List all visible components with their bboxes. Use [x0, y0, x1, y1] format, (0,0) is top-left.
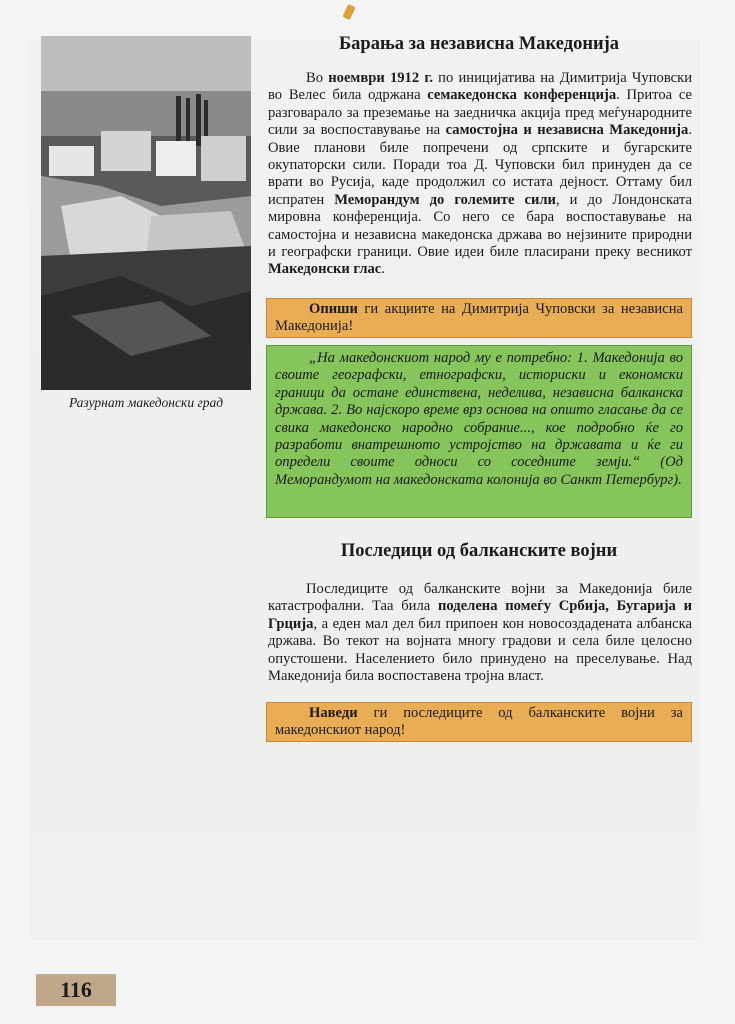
section2-run-0: Последиците од балканските војни за Македонија биле катастрофални. Таа била — [268, 581, 692, 615]
photo-caption: Разурнат македонски град — [68, 395, 224, 410]
task-text-2: ги последиците од балканските војни за македонскиот народ! — [275, 705, 683, 739]
section1-run-4: . Притоа се разговарало за преземање на заедничка акција пред меѓународните сили за воспоставување на — [268, 87, 692, 139]
task-verb-2: Наведи — [309, 705, 358, 721]
section1-run-6: . Овие планови биле попречени од српските и бугарските окупаторски сили. Поради тоа Д. Чуповски бил принуден да се врати во Русија, каде продолжил со истата дејност. Оттаму бил испратен — [268, 122, 692, 208]
section2-run-1: поделена помеѓу Србија, Бугарија и Грција — [268, 598, 692, 632]
section1-run-1: ноември 1912 г. — [328, 70, 433, 86]
section1-paragraph-text — [268, 70, 692, 279]
section2-run-2: , а еден мал дел бил припоен кон новосоздадената албанска држава. Во текот на војната многу градови и села биле целосно опустошени. Населението било принудено на преселување. Над Македонија била воспоставена тројна власт. — [268, 615, 692, 685]
section1-run-5: самостојна и независна Македонија — [445, 122, 689, 139]
pin-mark — [342, 4, 355, 20]
section1-run-2: по иницијатива на Димитрија Чуповски во Велес била одржана — [268, 70, 692, 104]
section1-run-7: Меморандум до големите сили — [334, 191, 556, 208]
task-box-list — [266, 702, 692, 742]
section2-paragraph — [268, 581, 692, 685]
destroyed-town-photo — [41, 36, 251, 390]
memorandum-quote-box — [266, 345, 692, 518]
section-title-2: Последици од балканските војни — [340, 541, 618, 561]
task-verb: Опиши — [309, 301, 358, 317]
section1-run-8: , и до Лондонската мировна конференција. Со него се бара воспоставување на самостојна и независна македонска држава во нејзините природни и географски граници. Овие идеи биле пласирани преку весникот — [268, 191, 692, 261]
section2-paragraph-text — [268, 581, 692, 685]
memorandum-quote: „На македонскиот народ му е потребно: 1. Македонија во своите географски, етнографски, историски и економски граници да остане единствена, неделива, независна балканска држава. 2. Во најскоро време врз основа на општо гласање да се свика македонско народно собрание..., кое подробно ќе го разработи внатрешното устројство на државата и ќе ги определи своите односи со соседните земји.“ (Од Меморандумот на македонската колонија во Санкт Петербург). — [275, 350, 683, 488]
section-title: Барања за независна Македонија — [338, 34, 620, 54]
section1-run-0: Во — [306, 70, 329, 86]
task-box-describe — [266, 298, 692, 338]
section1-run-3: семакедонска конференција — [427, 87, 617, 104]
section1-run-10: . — [381, 261, 385, 278]
task-text: ги акциите на Димитрија Чуповски за независна Македонија! — [275, 301, 683, 335]
section1-run-9: Македонски глас — [268, 261, 382, 278]
page-number: 116 — [36, 974, 116, 1006]
section1-paragraph — [268, 70, 692, 279]
